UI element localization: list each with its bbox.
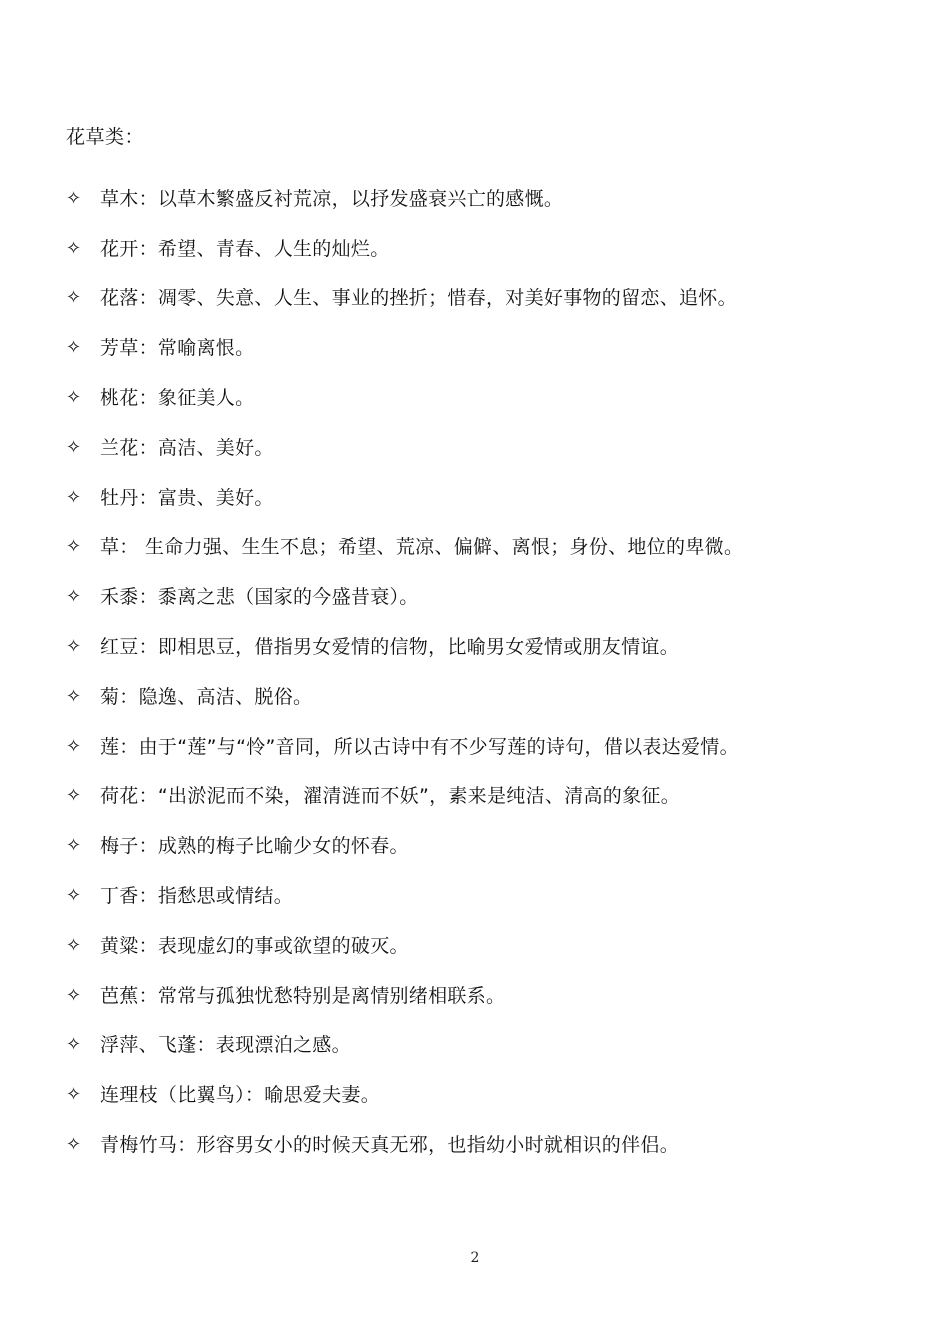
four-point-star-icon: ✧	[66, 387, 82, 409]
list-item-text: 桃花：象征美人。	[100, 387, 255, 410]
list-item	[66, 821, 926, 871]
list-item	[66, 971, 926, 1021]
list-item-text: 草： 生命力强、生生不息；希望、荒凉、偏僻、离恨；身份、地位的卑微。	[100, 536, 744, 559]
list-item-text: 菊：隐逸、高洁、脱俗。	[100, 685, 313, 708]
list-item-text: 芭蕉：常常与孤独忧愁特别是离情别绪相联系。	[100, 984, 506, 1007]
four-point-star-icon: ✧	[66, 1084, 82, 1106]
list-item	[66, 722, 926, 772]
list-item-text: 花落：凋零、失意、人生、事业的挫折；惜春，对美好事物的留恋、追怀。	[100, 287, 737, 310]
four-point-star-icon: ✧	[66, 735, 82, 757]
four-point-star-icon: ✧	[66, 636, 82, 658]
four-point-star-icon: ✧	[66, 237, 82, 259]
list-item-text: 连理枝（比翼鸟）：喻思爱夫妻。	[100, 1084, 381, 1107]
four-point-star-icon: ✧	[66, 337, 82, 359]
list-item	[66, 174, 926, 224]
list-item	[66, 871, 926, 921]
four-point-star-icon: ✧	[66, 984, 82, 1006]
four-point-star-icon: ✧	[66, 785, 82, 807]
list-item	[66, 572, 926, 622]
list-item-text: 红豆：即相思豆，借指男女爱情的信物，比喻男女爱情或朋友情谊。	[100, 636, 680, 659]
list-item-text: 草木：以草木繁盛反衬荒凉，以抒发盛衰兴亡的感慨。	[100, 187, 564, 210]
page-number: 2	[470, 1250, 480, 1266]
four-point-star-icon: ✧	[66, 934, 82, 956]
list-item-text: 禾黍：黍离之悲（国家的今盛昔衰）。	[100, 586, 419, 609]
four-point-star-icon: ✧	[66, 536, 82, 558]
four-point-star-icon: ✧	[66, 1034, 82, 1056]
list-item	[66, 423, 926, 473]
four-point-star-icon: ✧	[66, 885, 82, 907]
symbol-list	[66, 174, 926, 1170]
four-point-star-icon: ✧	[66, 586, 82, 608]
list-item	[66, 323, 926, 373]
list-item	[66, 1120, 926, 1170]
four-point-star-icon: ✧	[66, 685, 82, 707]
list-item-text: 莲：由于“莲”与“怜”音同，所以古诗中有不少写莲的诗句，借以表达爱情。	[100, 735, 739, 758]
list-item-text: 梅子：成熟的梅子比喻少女的怀春。	[100, 835, 409, 858]
list-item-text: 芳草：常喻离恨。	[100, 337, 255, 360]
list-item	[66, 1070, 926, 1120]
list-item	[66, 274, 926, 324]
list-item-text: 花开：希望、青春、人生的灿烂。	[100, 237, 390, 260]
four-point-star-icon: ✧	[66, 187, 82, 209]
four-point-star-icon: ✧	[66, 486, 82, 508]
list-item	[66, 772, 926, 822]
list-item	[66, 373, 926, 423]
four-point-star-icon: ✧	[66, 436, 82, 458]
list-item-text: 牡丹：富贵、美好。	[100, 486, 274, 509]
list-item	[66, 523, 926, 573]
list-item-text: 丁香：指愁思或情结。	[100, 885, 294, 908]
list-item-text: 黄粱：表现虚幻的事或欲望的破灭。	[100, 934, 409, 957]
list-item	[66, 921, 926, 971]
list-item	[66, 672, 926, 722]
four-point-star-icon: ✧	[66, 835, 82, 857]
list-item-text: 兰花：高洁、美好。	[100, 436, 274, 459]
list-item	[66, 1021, 926, 1071]
four-point-star-icon: ✧	[66, 1134, 82, 1156]
list-item-text: 青梅竹马：形容男女小的时候天真无邪，也指幼小时就相识的伴侣。	[100, 1134, 680, 1157]
four-point-star-icon: ✧	[66, 287, 82, 309]
section-heading: 花草类：	[66, 126, 145, 148]
list-item	[66, 473, 926, 523]
list-item	[66, 224, 926, 274]
list-item	[66, 622, 926, 672]
list-item-text: 荷花：“出淤泥而不染，濯清涟而不妖”，素来是纯洁、清高的象征。	[100, 785, 680, 808]
list-item-text: 浮萍、飞蓬：表现漂泊之感。	[100, 1034, 351, 1057]
